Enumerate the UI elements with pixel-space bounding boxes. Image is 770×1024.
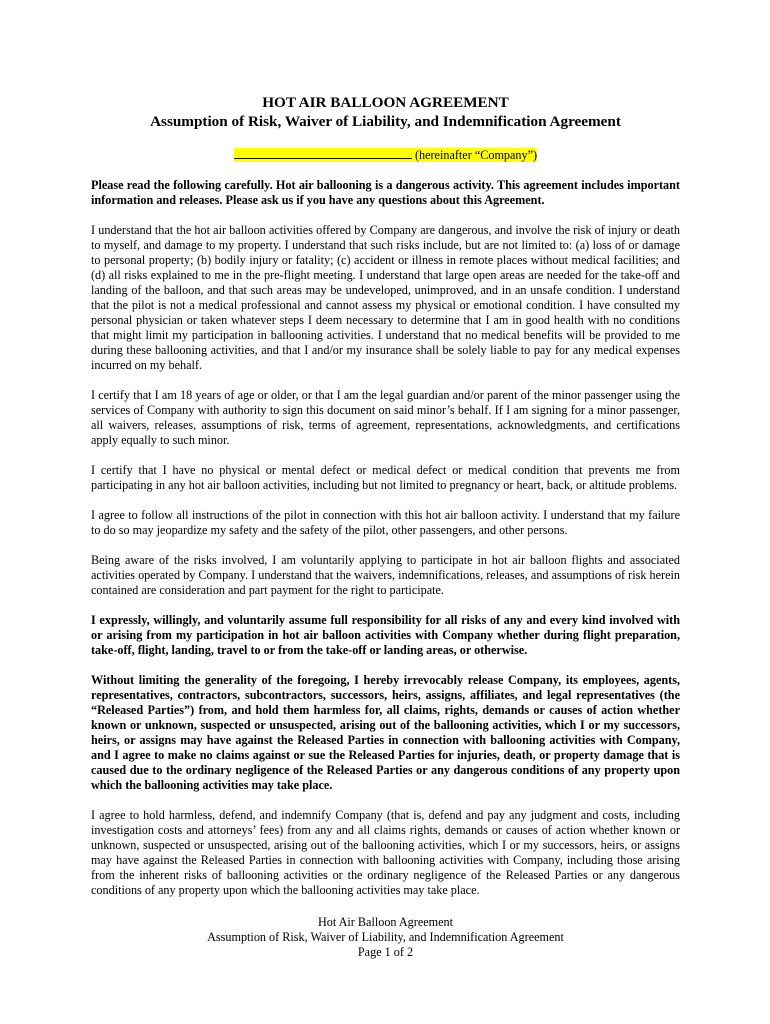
indemnification-paragraph: I agree to hold harmless, defend, and indemnify Company (that is, defend and pay any judgment and costs, including investigation costs and attorneys’ fees) from any and all claims rights, demands or causes of action whether known or unknown, suspected or unsuspected, arising out of the ballooning activities, which I or my successors, heirs, or assigns may have against the Released Parties in connection with ballooning activities with Company, including those arising from the inherent risks of ballooning activities or the ordinary negligence of the Released Parties or any dangerous conditions of any property upon which the ballooning activities may take place.	[91, 808, 680, 897]
assumption-of-risk-paragraph: I expressly, willingly, and voluntarily assume full responsibility for all risks of any and every kind involved with or arising from my participation in hot air balloon activities with Company whether during flight preparation, take-off, flight, landing, travel to or from the take-off or landing areas, or otherwise.	[91, 613, 680, 657]
company-name-blank[interactable]	[234, 147, 412, 159]
page-number: Page 1 of 2	[357, 945, 414, 959]
age-certification-paragraph: I certify that I am 18 years of age or older, or that I am the legal guardian and/or parent of the minor passenger using the services of Company with authority to sign this document on said minor’s behalf. If I am signing for a minor passenger, all waivers, releases, assumptions of risk, terms of agreement, representations, acknowledgments, and certifications apply equally to such minor.	[91, 388, 680, 447]
medical-certification-paragraph: I certify that I have no physical or mental defect or medical defect or medical condition that prevents me from participating in any hot air balloon activities, including but not limited to pregnancy or heart, back, or altitude problems.	[91, 463, 680, 492]
footer-subtitle: Assumption of Risk, Waiver of Liability, and Indemnification Agreement	[207, 930, 564, 944]
risk-paragraph: I understand that the hot air balloon activities offered by Company are dangerous, and involve the risk of injury or death to myself, and damage to my property. I understand that such risks include, but are not limited to: (a) loss of or damage to personal property; (b) bodily injury or fatality; (c) accident or illness in remote places without medical facilities; and (d) all risks explained to me in the pre-flight meeting. I understand that large open areas are needed for the take-off and landing of the balloon, and that such areas may be undeveloped, unimproved, and in an unsafe condition. I understand that the pilot is not a medical professional and cannot assess my physical or emotional condition. I have consulted my personal physician or taken whatever steps I deem necessary to determine that I am in good health with no conditions that might limit my participation in ballooning activities. I understand that no medical benefits will be provided to me during these ballooning activities, and that I and/or my insurance shall be solely liable to pay for any medical expenses incurred on my behalf.	[91, 223, 680, 372]
document-title: HOT AIR BALLOON AGREEMENT	[262, 94, 509, 111]
intro-paragraph: Please read the following carefully. Hot air ballooning is a dangerous activity. This agreement includes important information and releases. Please ask us if you have any questions about this Agreement.	[91, 178, 680, 207]
document-subtitle: Assumption of Risk, Waiver of Liability, and Indemnification Agreement	[150, 113, 621, 130]
company-name-line	[91, 147, 680, 163]
document-body	[91, 93, 680, 913]
page-footer	[91, 915, 680, 960]
footer-title: Hot Air Balloon Agreement	[317, 915, 454, 929]
voluntary-participation-paragraph: Being aware of the risks involved, I am voluntarily applying to participate in hot air balloon flights and associated activities operated by Company. I understand that the waivers, indemnifications, releases, and assumptions of risk herein contained are consideration and part payment for the right to participate.	[91, 553, 680, 597]
release-paragraph: Without limiting the generality of the foregoing, I hereby irrevocably release Company, its employees, agents, representatives, contractors, subcontractors, successors, heirs, assigns, affiliates, and legal representatives (the “Released Parties”) from, and hold them harmless for, all claims, rights, demands or causes of action whether known or unknown, suspected or unsuspected, arising out of the ballooning activities, which I or my successors, heirs, or assigns may have against the Released Parties in connection with ballooning activities with Company, and I agree to make no claims against or sue the Released Parties for injuries, death, or property damage that is caused due to the ordinary negligence of the Released Parties or any dangerous conditions of any property upon which the ballooning activities may take place.	[91, 673, 680, 792]
company-highlight	[234, 148, 537, 162]
pilot-instructions-paragraph: I agree to follow all instructions of the pilot in connection with this hot air balloon activity. I understand that my failure to do so may jeopardize my safety and the safety of the pilot, other passengers, and other persons.	[91, 508, 680, 537]
company-suffix: (hereinafter “Company”)	[411, 148, 538, 162]
